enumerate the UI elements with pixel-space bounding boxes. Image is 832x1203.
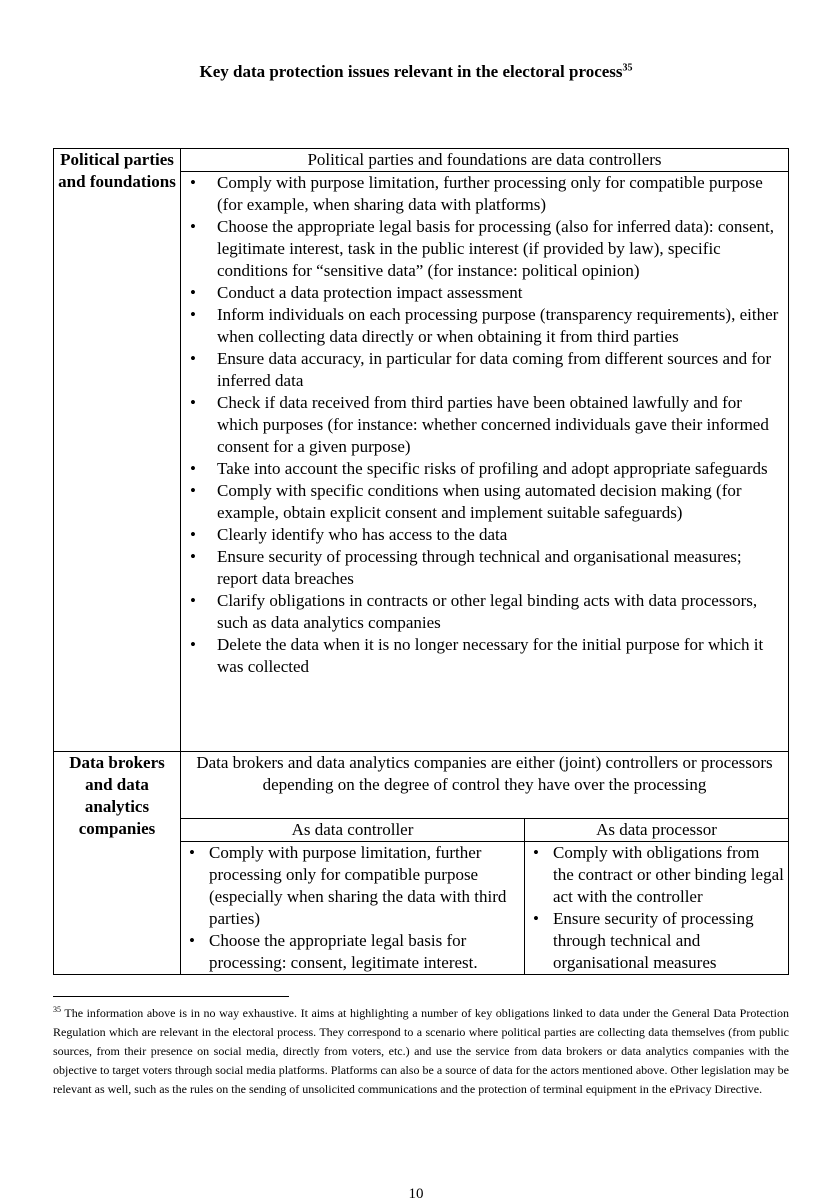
list-item: • Ensure security of processing through technical and organisational measures; report data breaches: [217, 546, 782, 590]
processor-column-header: As data processor: [525, 819, 789, 842]
list-item: • Ensure data accuracy, in particular for data coming from different sources and for inferred data: [217, 348, 782, 392]
section1-header-row: [54, 149, 789, 172]
footnote-separator: [53, 996, 289, 997]
controller-column-header: As data controller: [181, 819, 525, 842]
footnote: [53, 1004, 789, 1099]
section1-obligations-cell: [181, 172, 789, 752]
list-item: • Clarify obligations in contracts or other legal binding acts with data processors, such as data analytics companies: [217, 590, 782, 634]
list-item: • Check if data received from third parties have been obtained lawfully and for which purposes (for instance: whether concerned individuals gave their informed consent for a given purpose): [217, 392, 782, 458]
list-item: • Conduct a data protection impact assessment: [217, 282, 782, 304]
controller-obligations-list: [181, 842, 524, 974]
list-item: • Comply with purpose limitation, further processing only for compatible purpose (for example, when sharing data with platforms): [217, 172, 782, 216]
section2-header-row: [54, 752, 789, 819]
section2-roles-cell: [181, 819, 789, 975]
processor-obligations-list: [525, 842, 788, 974]
section2-header: Data brokers and data analytics companies are either (joint) controllers or processors depending on the degree of control they have over the processing: [181, 752, 789, 819]
processor-obligations-cell: [525, 842, 789, 975]
footnote-number: 35: [53, 1005, 61, 1014]
list-item: • Comply with obligations from the contract or other binding legal act with the controller: [553, 842, 784, 908]
controller-obligations-cell: [181, 842, 525, 975]
list-item: • Delete the data when it is no longer necessary for the initial purpose for which it was collected: [217, 634, 782, 678]
list-item: • Clearly identify who has access to the data: [217, 524, 782, 546]
page-number: 10: [408, 1186, 424, 1202]
section1-obligations-list: [181, 172, 788, 678]
footnote-text: The information above is in no way exhaustive. It aims at highlighting a number of key obligations linked to data under the General Data Protection Regulation which are relevant in the electoral process. They correspond to a scenario where political parties are collecting data themselves (from public sources, from their presence on social media, directly from voters, etc.) and use the service from data brokers or data analytics companies with the objective to target voters through social media platforms. Platforms can also be a source of data for the actors mentioned above. Other legislation may be relevant as well, such as the rules on the sending of unsolicited communications and the protection of terminal equipment in the ePrivacy Directive.: [53, 1006, 789, 1096]
list-item: • Inform individuals on each processing purpose (transparency requirements), either when collecting data directly or when obtaining it from third parties: [217, 304, 782, 348]
actor-data-brokers: Data brokers and data analytics companies: [54, 752, 181, 975]
list-item: • Choose the appropriate legal basis for processing: consent, legitimate interest.: [209, 930, 520, 974]
roles-body-row: [181, 842, 788, 975]
page-title: [0, 62, 832, 82]
footnote-reference[interactable]: 35: [622, 62, 633, 74]
issues-table: [53, 148, 789, 975]
list-item: • Comply with purpose limitation, further processing only for compatible purpose (especially when sharing the data with third parties): [209, 842, 520, 930]
actor-political-parties: Political parties and foundations: [54, 149, 181, 752]
roles-header-row: [181, 819, 788, 842]
list-item: • Choose the appropriate legal basis for processing (also for inferred data): consent, legitimate interest, task in the public interest (if provided by law), specific conditions for “sensitive data” (for instance: political opinion): [217, 216, 782, 282]
roles-subtable: [181, 819, 788, 974]
list-item: • Comply with specific conditions when using automated decision making (for example, obtain explicit consent and implement suitable safeguards): [217, 480, 782, 524]
page-title-text: Key data protection issues relevant in the electoral process: [199, 62, 623, 81]
list-item: • Ensure security of processing through technical and organisational measures: [553, 908, 784, 974]
list-item: • Take into account the specific risks of profiling and adopt appropriate safeguards: [217, 458, 782, 480]
section1-header: Political parties and foundations are data controllers: [181, 149, 789, 172]
